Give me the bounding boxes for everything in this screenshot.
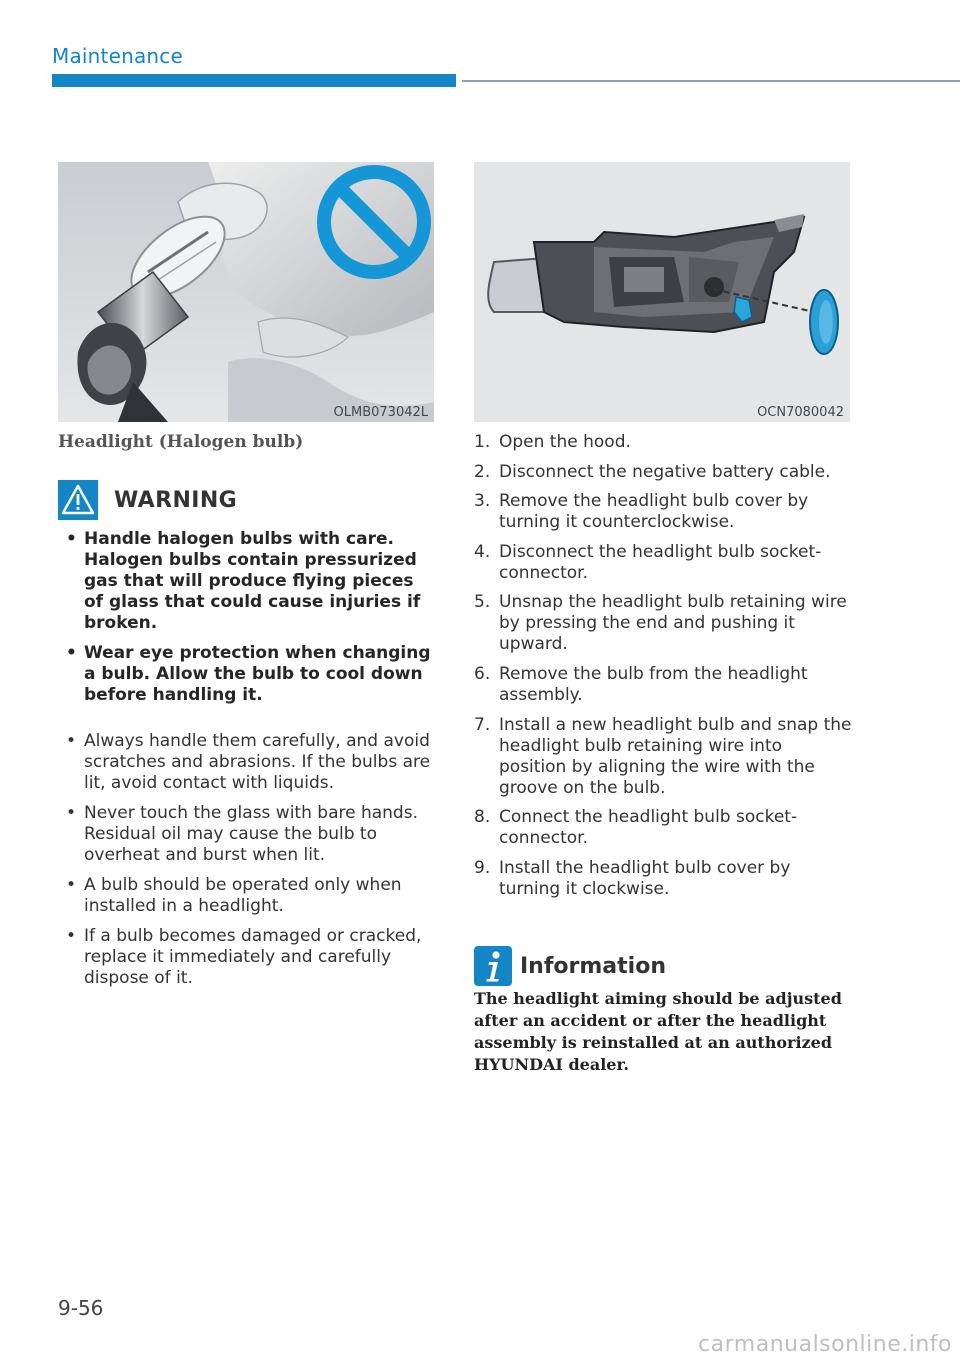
step-item <box>474 432 854 453</box>
section-heading: Headlight (Halogen bulb) <box>58 432 304 452</box>
step-text: Open the hood. <box>499 432 631 452</box>
info-icon <box>474 946 512 986</box>
step-number: 4. <box>474 541 491 562</box>
step-item <box>474 462 854 483</box>
figure-code: OLMB073042L <box>333 405 428 420</box>
halogen-bulb-illustration <box>58 162 434 422</box>
step-text: Install a new headlight bulb and snap the headlight bulb retaining wire into position by aligning the wire with the groove on the bulb. <box>499 714 852 798</box>
step-item <box>474 491 854 533</box>
warning-item: • Handle halogen bulbs with care. Halogen bulbs contain pressurized gas that will produce flying pieces of glass that could cause injuries if broken. <box>66 529 436 634</box>
warning-header <box>58 480 237 520</box>
information-title: Information <box>520 953 666 979</box>
information-text: The headlight aiming should be adjusted after an accident or after the headlight assembly is reinstalled at an authorized HYUNDAI dealer. <box>474 989 842 1074</box>
watermark: carmanualsonline.info <box>698 1332 952 1357</box>
step-text: Connect the headlight bulb socket-connector. <box>499 807 798 849</box>
step-item <box>474 715 854 799</box>
page-number: 9-56 <box>58 1296 104 1320</box>
step-item <box>474 807 854 849</box>
warning-title: WARNING <box>114 487 238 513</box>
step-number: 1. <box>474 432 491 452</box>
information-header <box>474 946 666 986</box>
caution-list <box>66 731 436 998</box>
warning-list <box>66 529 436 715</box>
warning-item: • Wear eye protection when changing a bulb. Allow the bulb to cool down before handling it. <box>66 643 436 706</box>
figure-code: OCN7080042 <box>757 405 844 420</box>
step-text: Remove the headlight bulb cover by turning it counterclockwise. <box>499 491 809 533</box>
step-text: Unsnap the headlight bulb retaining wire by pressing the end and pushing it upward. <box>499 592 847 655</box>
step-text: Disconnect the headlight bulb socket-connector. <box>499 541 822 583</box>
list-item: • A bulb should be operated only when installed in a headlight. <box>66 875 436 917</box>
warning-triangle-icon <box>58 480 98 520</box>
header-rule-thick <box>52 74 456 87</box>
step-number: 8. <box>474 807 491 828</box>
step-item <box>474 542 854 584</box>
halogen-bulb-figure <box>58 162 434 422</box>
list-item: • Never touch the glass with bare hands. Residual oil may cause the bulb to overheat and burst when lit. <box>66 803 436 866</box>
procedure-steps <box>474 432 854 908</box>
step-number: 9. <box>474 857 491 878</box>
headlight-assembly-figure <box>474 162 850 422</box>
section-title: Maintenance <box>52 44 183 68</box>
step-number: 3. <box>474 491 491 512</box>
step-number: 7. <box>474 714 491 735</box>
step-number: 6. <box>474 663 491 684</box>
headlight-assembly-illustration <box>474 162 850 422</box>
list-item: • If a bulb becomes damaged or cracked, replace it immediately and carefully dispose of it. <box>66 926 436 989</box>
step-item <box>474 858 854 900</box>
header-rule-thin <box>462 80 960 82</box>
step-text: Install the headlight bulb cover by turning it clockwise. <box>499 857 791 899</box>
step-text: Remove the bulb from the headlight assembly. <box>499 663 808 705</box>
step-text: Disconnect the negative battery cable. <box>499 461 831 482</box>
step-item <box>474 664 854 706</box>
list-item: • Always handle them carefully, and avoid scratches and abrasions. If the bulbs are lit, avoid contact with liquids. <box>66 731 436 794</box>
step-item <box>474 592 854 655</box>
step-number: 2. <box>474 461 491 482</box>
step-number: 5. <box>474 592 491 613</box>
